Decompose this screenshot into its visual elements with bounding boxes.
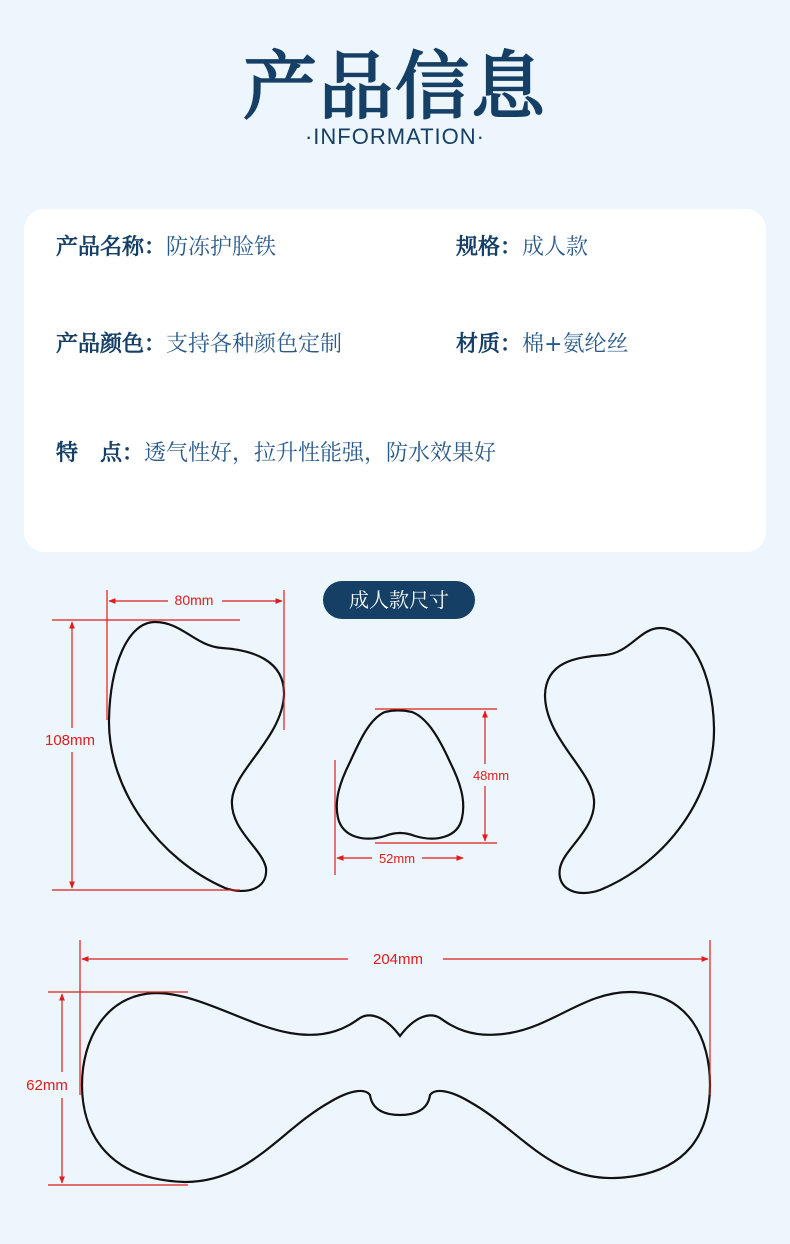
nose-outline [337, 711, 464, 839]
color-value: 支持各种颜色定制 [166, 332, 343, 357]
mask-width-label: 204mm [372, 951, 424, 968]
feature-value: 透气性好，拉升性能强，防水效果好 [144, 441, 497, 466]
spec-label: 规格： [456, 235, 523, 260]
feature-label: 特 点： [56, 441, 145, 466]
spec-value: 成人款 [522, 235, 589, 260]
mask-dim-lines [48, 940, 710, 1185]
cheek-width-label: 80mm [174, 592, 214, 608]
size-badge: 成人款尺寸 [323, 581, 475, 619]
color-label: 产品颜色： [56, 332, 167, 357]
material-value: 棉+氨纶丝 [522, 332, 629, 357]
name-value: 防冻护脸铁 [166, 235, 277, 260]
right-cheek-outline [545, 628, 714, 893]
nose-height-label: 48mm [472, 768, 510, 783]
name-label: 产品名称： [56, 235, 167, 260]
page-title: 产品信息 [243, 44, 547, 130]
page-subtitle: ·INFORMATION· [304, 124, 485, 149]
nose-dim-lines [335, 709, 497, 875]
nose-width-label: 52mm [378, 851, 416, 866]
cheek-height-label: 108mm [44, 732, 96, 749]
left-cheek-outline [109, 622, 284, 891]
mask-height-label: 62mm [26, 1077, 68, 1094]
material-label: 材质： [456, 332, 523, 357]
full-mask-outline [82, 992, 710, 1182]
